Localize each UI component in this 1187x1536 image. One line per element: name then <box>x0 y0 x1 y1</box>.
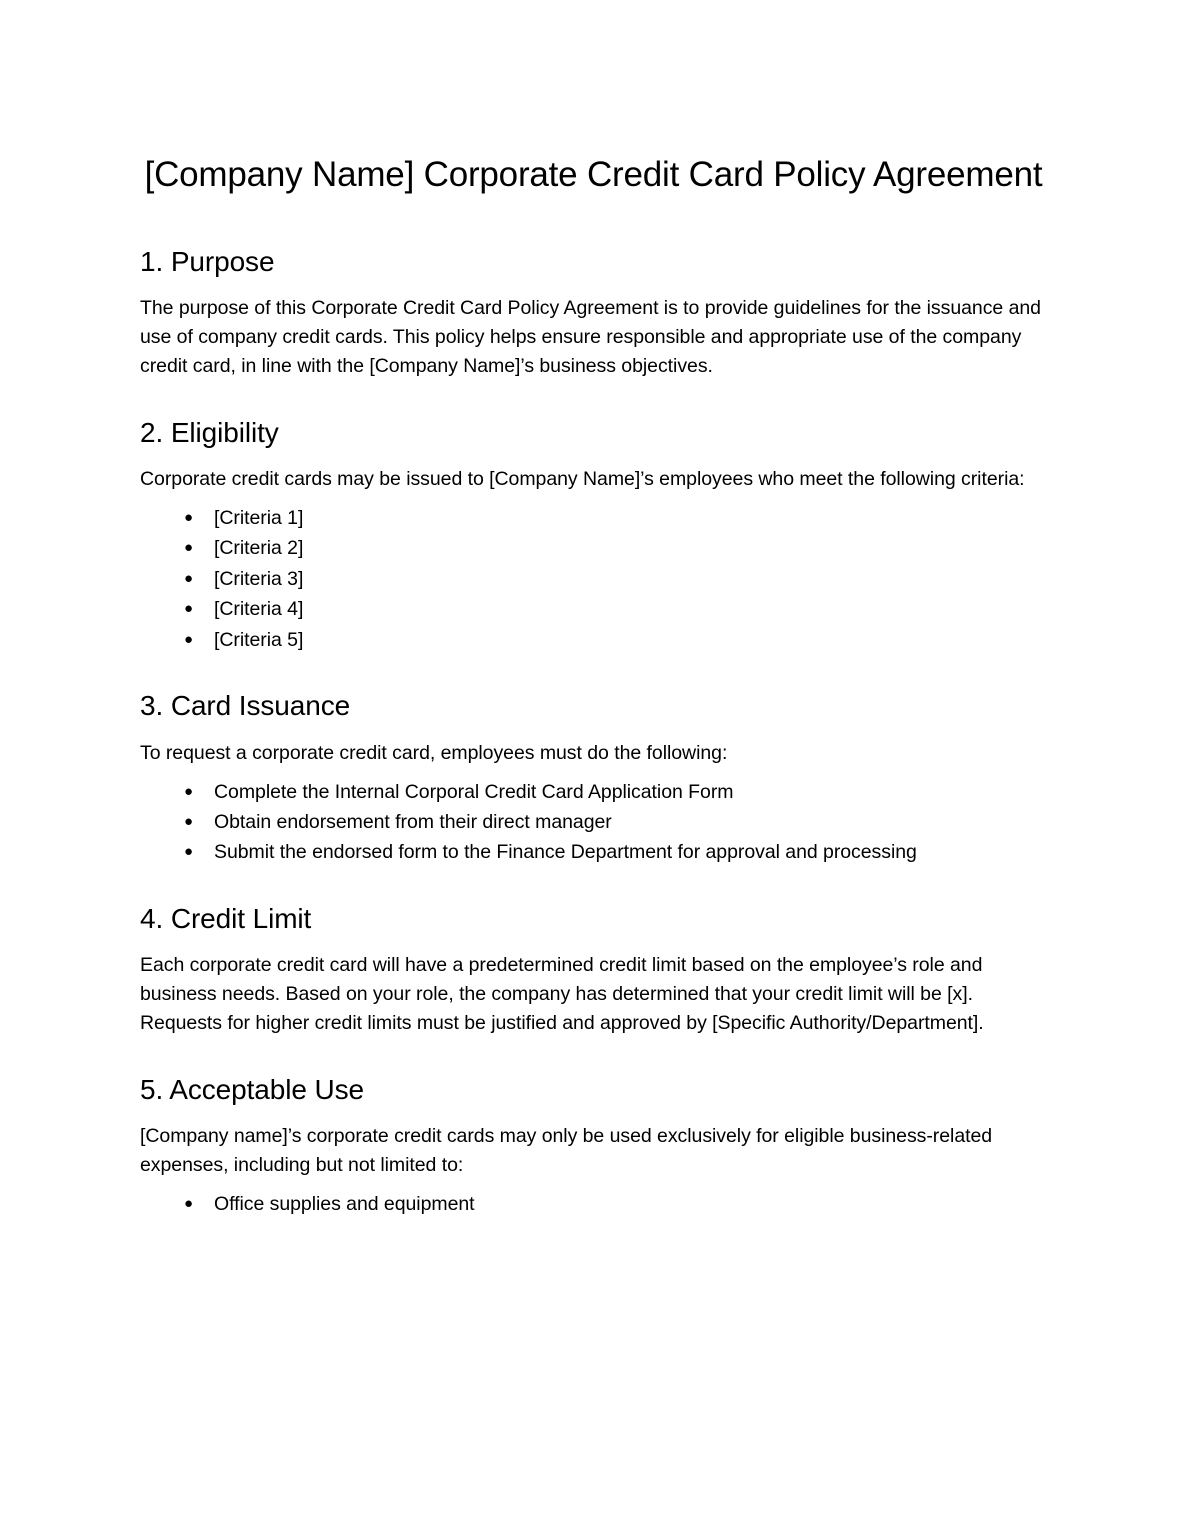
list-item-label: Obtain endorsement from their direct manager <box>214 810 612 833</box>
section-paragraph: [Company name]’s corporate credit cards may only be used exclusively for eligible business-related expenses, including but not limited to: <box>140 1125 993 1177</box>
list-item-label: Complete the Internal Corporal Credit Card Application Form <box>214 780 734 803</box>
section-heading: 4. Credit Limit <box>140 902 312 934</box>
section-heading: 5. Acceptable Use <box>140 1073 364 1105</box>
acceptable-use-list <box>140 1190 1047 1218</box>
bullet-icon: ● <box>184 843 194 861</box>
section-paragraph: To request a corporate credit card, employees must do the following: <box>140 741 728 764</box>
section-paragraph: Each corporate credit card will have a predetermined credit limit based on the employee’s role and business needs. Based on your role, the company has determined that your credit limit will be [x]. Requests for higher credit limits must be justified and approved by [Specific Authority/Department]. <box>140 954 984 1035</box>
section-purpose <box>140 244 1047 381</box>
list-item-label: [Criteria 4] <box>214 598 304 621</box>
section-card-issuance <box>140 688 1047 867</box>
bullet-icon: ● <box>184 508 194 526</box>
list-item <box>184 565 1047 593</box>
section-paragraph: The purpose of this Corporate Credit Card Policy Agreement is to provide guidelines for the issuance and use of company credit cards. This policy helps ensure responsible and appropriate use of the company credit card, in line with the [Company Name]’s business objectives. <box>140 297 1041 377</box>
list-item <box>184 838 1047 866</box>
section-heading: 1. Purpose <box>140 245 275 277</box>
section-credit-limit <box>140 901 1047 1038</box>
section-acceptable-use <box>140 1072 1047 1219</box>
page-title: [Company Name] Corporate Credit Card Policy Agreement <box>144 155 1043 194</box>
list-item-label: Submit the endorsed form to the Finance Department for approval and processing <box>214 841 917 864</box>
list-item <box>184 808 1047 836</box>
list-item-label: Office supplies and equipment <box>214 1192 475 1215</box>
bullet-icon: ● <box>184 569 194 587</box>
bullet-icon: ● <box>184 782 194 800</box>
list-item <box>184 778 1047 806</box>
bullet-icon: ● <box>184 630 194 648</box>
list-item-label: [Criteria 3] <box>214 567 304 590</box>
list-item <box>184 534 1047 562</box>
section-paragraph: Corporate credit cards may be issued to [Company Name]’s employees who meet the following criteria: <box>140 468 1025 491</box>
issuance-steps-list <box>140 778 1047 867</box>
bullet-icon: ● <box>184 600 194 618</box>
bullet-icon: ● <box>184 1194 194 1212</box>
list-item <box>184 626 1047 654</box>
criteria-list <box>140 504 1047 654</box>
list-item-label: [Criteria 5] <box>214 628 304 651</box>
section-eligibility <box>140 415 1047 655</box>
list-item <box>184 595 1047 623</box>
section-heading: 2. Eligibility <box>140 416 279 448</box>
list-item <box>184 1190 1047 1218</box>
bullet-icon: ● <box>184 812 194 830</box>
list-item <box>184 504 1047 532</box>
list-item-label: [Criteria 2] <box>214 537 304 560</box>
list-item-label: [Criteria 1] <box>214 506 304 529</box>
bullet-icon: ● <box>184 539 194 557</box>
section-heading: 3. Card Issuance <box>140 690 351 722</box>
